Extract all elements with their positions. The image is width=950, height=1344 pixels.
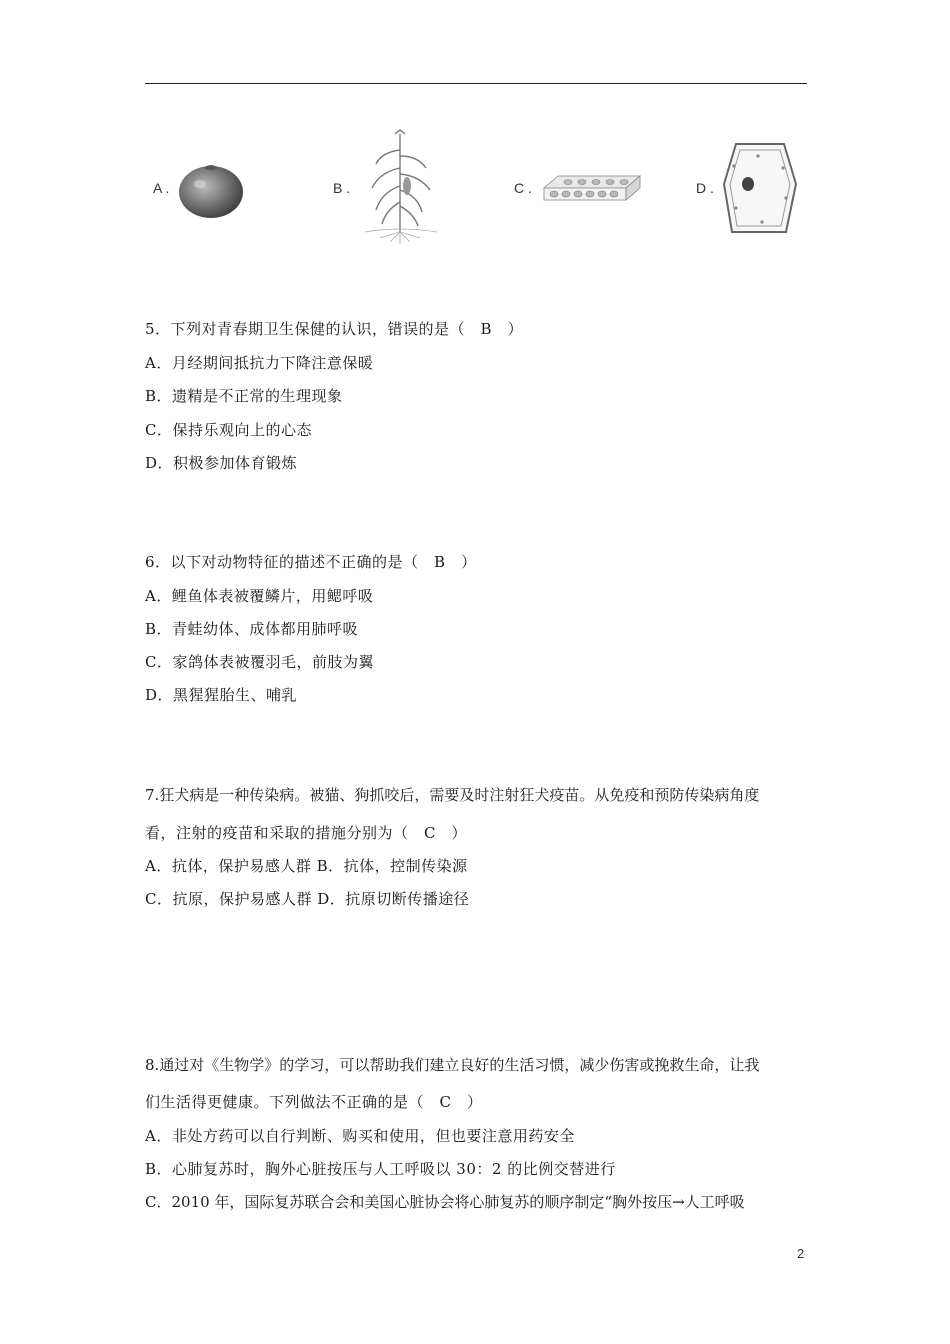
q8-stem-line-1: 8.通过对《生物学》的学习，可以帮助我们建立良好的生活习惯，减少伤害或挽救生命，让我 [145, 1056, 760, 1074]
figure-d-label: D . [696, 180, 714, 196]
q8-stem-line-2: 们生活得更健康。下列做法不正确的是（ C ） [145, 1093, 483, 1111]
q5-stem: 5．下列对青春期卫生保健的认识，错误的是（ B ） [145, 320, 524, 338]
q5-option-b: B．遗精是不正常的生理现象 [145, 387, 343, 405]
q6-option-c: C．家鸽体表被覆羽毛，前肢为翼 [145, 653, 374, 671]
figure-b-label: B . [333, 180, 351, 196]
q7-options-cd: C．抗原，保护易感人群 D．抗原切断传播途径 [145, 890, 470, 908]
q6-option-a: A．鲤鱼体表被覆鳞片，用鳃呼吸 [145, 587, 374, 605]
figure-c-label: C . [514, 180, 532, 196]
tissue-layer-image [540, 170, 645, 210]
q7-stem-line-1: 7.狂犬病是一种传染病。被猫、狗抓咬后，需要及时注射狂犬疫苗。从免疫和预防传染病角度 [145, 786, 760, 804]
q8-option-b: B．心肺复苏时，胸外心脏按压与人工呼吸以 30：2 的比例交替进行 [145, 1160, 616, 1178]
q6-stem: 6．以下对动物特征的描述不正确的是（ B ） [145, 553, 477, 571]
q5-option-c: C．保持乐观向上的心态 [145, 421, 312, 439]
plant-cell-image [718, 138, 803, 238]
q5-option-d: D．积极参加体育锻炼 [145, 454, 298, 472]
q6-option-d: D．黑猩猩胎生、哺乳 [145, 686, 298, 704]
figure-a-label: A . [153, 180, 170, 196]
q6-option-b: B．青蛙幼体、成体都用肺呼吸 [145, 620, 359, 638]
header-rule [145, 83, 807, 84]
q5-option-a: A．月经期间抵抗力下降注意保暖 [145, 354, 374, 372]
q8-option-a: A．非处方药可以自行判断、购买和使用，但也要注意用药安全 [145, 1127, 575, 1145]
corn-plant-image [355, 128, 445, 246]
q7-stem-line-2: 看，注射的疫苗和采取的措施分别为（ C ） [145, 824, 467, 842]
page-number: 2 [797, 1246, 805, 1261]
q7-options-ab: A．抗体，保护易感人群 B．抗体，控制传染源 [145, 857, 468, 875]
tomato-image [176, 158, 246, 220]
q8-option-c: C．2010 年，国际复苏联合会和美国心脏协会将心肺复苏的顺序制定“胸外按压→人工呼吸 [145, 1193, 745, 1211]
